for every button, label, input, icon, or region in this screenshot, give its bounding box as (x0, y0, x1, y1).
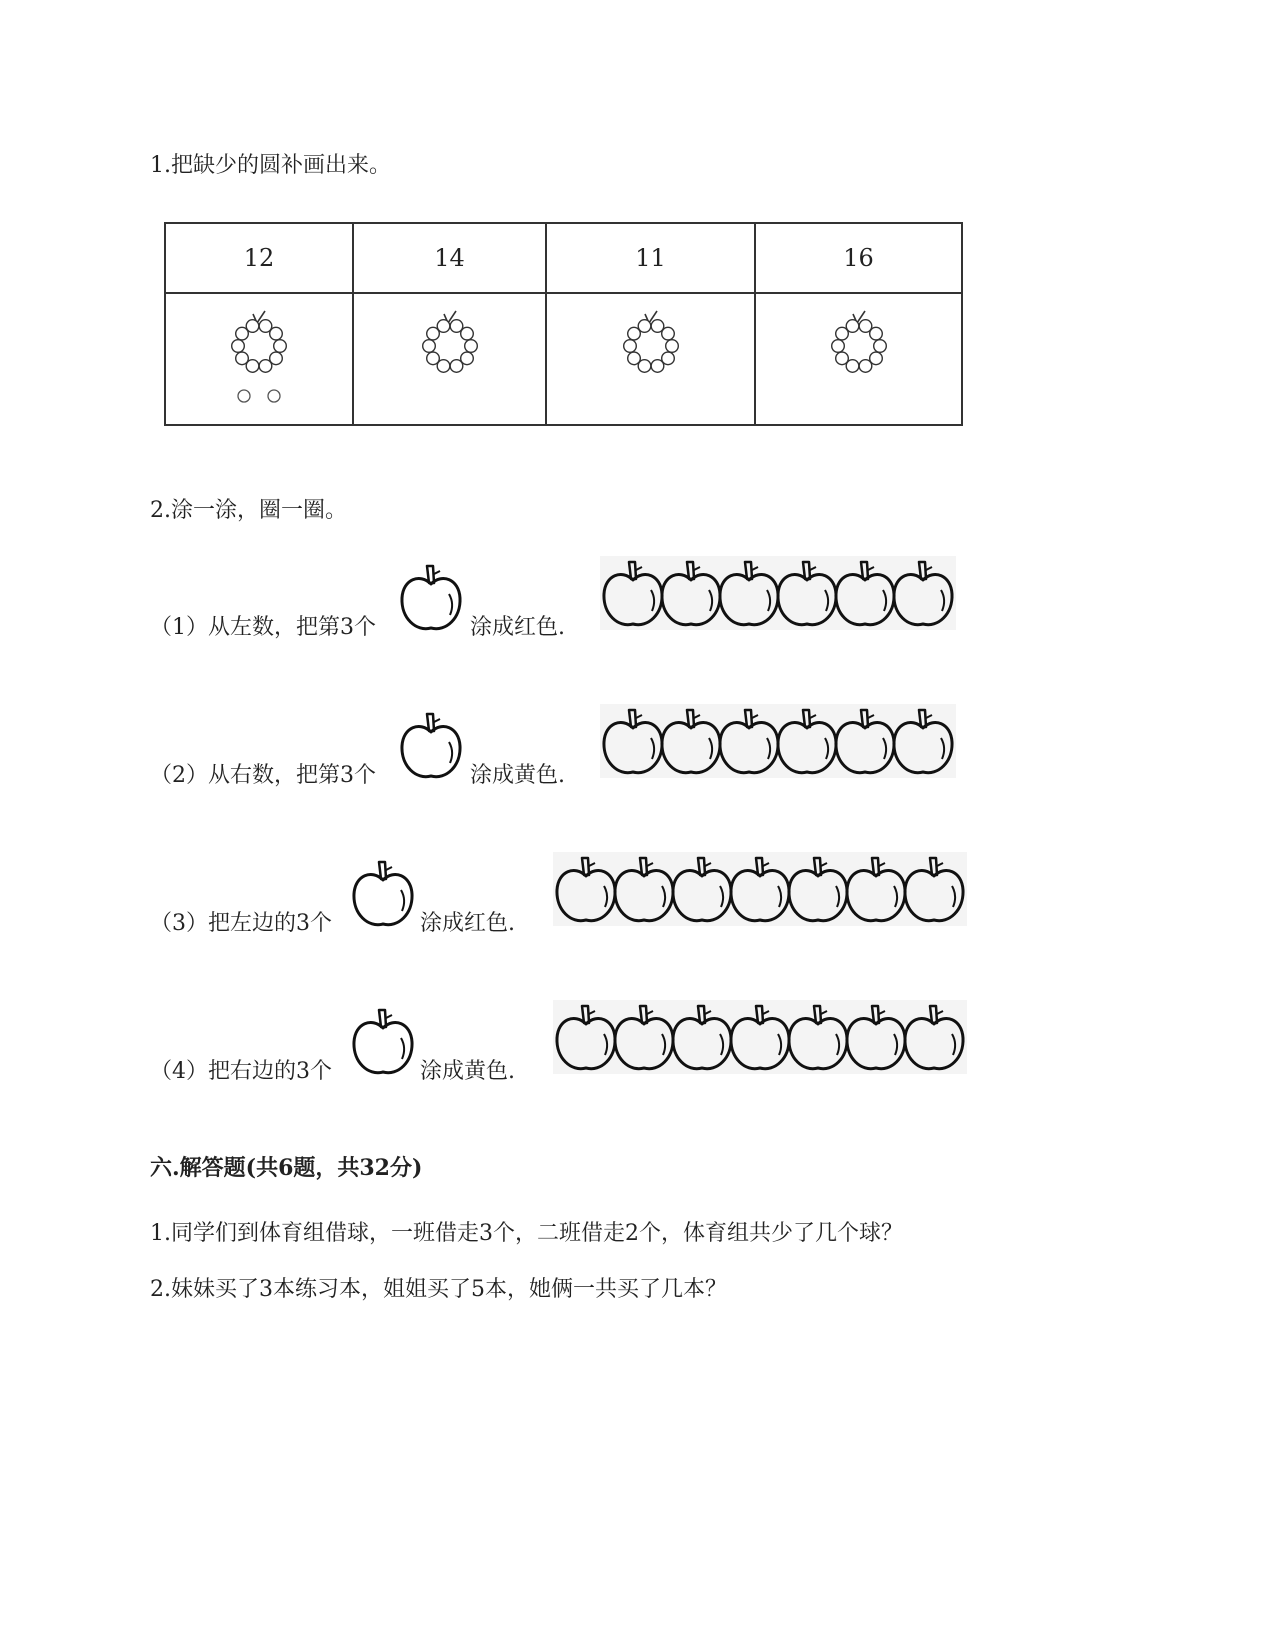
circle-cell (546, 293, 755, 425)
apple-row-drawing (600, 556, 956, 630)
bead-circle (246, 320, 259, 333)
extra-circle (238, 390, 250, 402)
bead-circle (651, 360, 664, 373)
q2-item-suffix: 涂成红色. (470, 615, 565, 640)
bead-circle (846, 320, 859, 333)
bead-circle (422, 340, 435, 353)
circle-cell (165, 293, 353, 425)
bead-circle (450, 360, 463, 373)
word-problem: 1.同学们到体育组借球，一班借走3个，二班借走2个，体育组共少了几个球？ (150, 1221, 903, 1246)
bead-circle (426, 352, 439, 365)
word-problem: 2.妹妹买了3本练习本，姐姐买了5本，她俩一共买了几本？ (150, 1277, 727, 1302)
bead-circle (623, 340, 636, 353)
apple-icon (350, 856, 416, 932)
apple-row (600, 556, 956, 630)
circle-cell (755, 293, 962, 425)
circle-cell (353, 293, 546, 425)
extra-circle (268, 390, 280, 402)
circle-table (164, 222, 963, 426)
section-heading: 六.解答题(共6题，共32分) (150, 1155, 423, 1181)
bead-circle (437, 320, 450, 333)
apple-row-drawing (600, 704, 956, 778)
table-header-cell: 12 (165, 223, 353, 293)
apple-row (553, 852, 967, 926)
bead-circle (859, 360, 872, 373)
q2-item-prefix: （2）从右数，把第3个 (150, 763, 376, 788)
table-header-cell: 11 (546, 223, 755, 293)
bead-circle (869, 327, 882, 340)
q2-item-prefix: （1）从左数，把第3个 (150, 615, 376, 640)
q1-title: 1.把缺少的圆补画出来。 (150, 153, 391, 178)
apple-icon (350, 1004, 416, 1080)
bead-circle (464, 340, 477, 353)
q2-item-suffix: 涂成黄色. (470, 763, 565, 788)
bead-circle (627, 352, 640, 365)
apple-icon (398, 560, 464, 636)
apple-row-drawing (553, 1000, 967, 1074)
bead-circle (835, 352, 848, 365)
q2-item-suffix: 涂成红色. (420, 911, 515, 936)
bead-circle (831, 340, 844, 353)
table-header-cell: 14 (353, 223, 546, 293)
apple-row-drawing (553, 852, 967, 926)
bead-circle (274, 340, 287, 353)
bead-ring-icon (819, 304, 899, 414)
apple-icon (398, 708, 464, 784)
apple-row (553, 1000, 967, 1074)
bead-ring-icon (611, 304, 691, 414)
q2-item-prefix: （3）把左边的3个 (150, 911, 332, 936)
bead-circle (638, 320, 651, 333)
q2-item-suffix: 涂成黄色. (420, 1059, 515, 1084)
q2-item-prefix: （4）把右边的3个 (150, 1059, 332, 1084)
q2-title: 2.涂一涂，圈一圈。 (150, 498, 347, 523)
bead-ring-icon (219, 304, 299, 414)
bead-ring-icon (410, 304, 490, 414)
bead-circle (873, 340, 886, 353)
bead-circle (259, 360, 272, 373)
bead-circle (661, 327, 674, 340)
bead-circle (665, 340, 678, 353)
bead-circle (270, 327, 283, 340)
bead-circle (236, 352, 249, 365)
bead-circle (232, 340, 245, 353)
bead-circle (460, 327, 473, 340)
apple-row (600, 704, 956, 778)
table-header-cell: 16 (755, 223, 962, 293)
